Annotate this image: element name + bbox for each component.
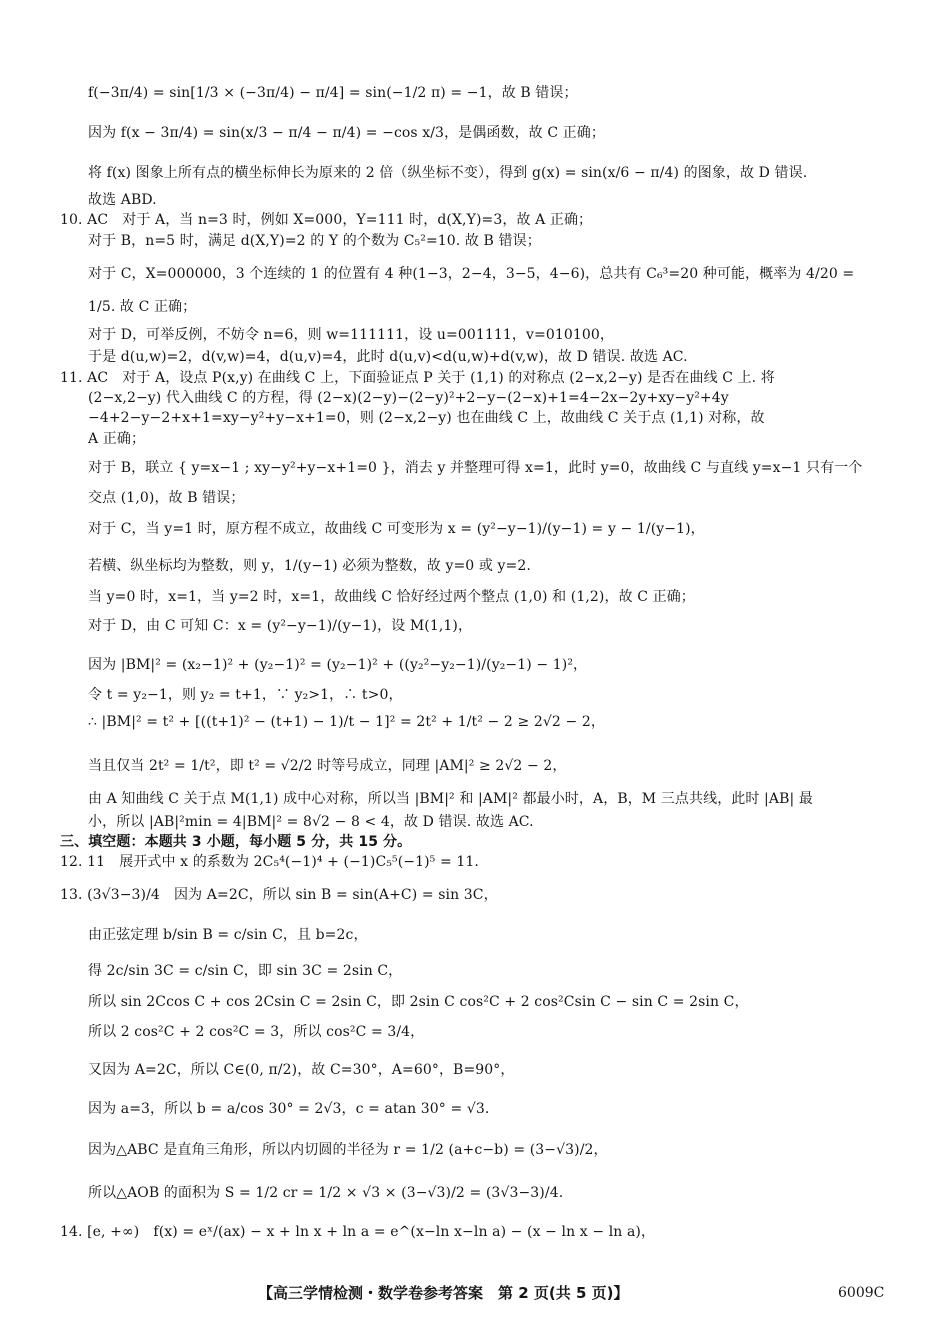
answer-13: 13. (3√3−3)/4 因为 A=2C，所以 sin B = sin(A+C) = sin 3C，	[60, 887, 498, 903]
text-line: 将 f(x) 图象上所有点的横坐标伸长为原来的 2 倍（纵坐标不变），得到 g(x) = sin(x/6 − π/4) 的图象，故 D 错误.	[88, 165, 808, 181]
text-line: 由正弦定理 b/sin B = c/sin C，且 b=2c，	[88, 927, 368, 943]
page-footer: 【高三学情检测・数学卷参考答案 第 2 页(共 5 页)】	[258, 1284, 629, 1302]
section-heading: 三、填空题：本题共 3 小题，每小题 5 分，共 15 分。	[60, 834, 412, 850]
text-line: 因为 a=3，所以 b = a/cos 30° = 2√3，c = atan 30° = √3.	[88, 1101, 490, 1117]
text-line: 由 A 知曲线 C 关于点 M(1,1) 成中心对称，所以当 |BM|² 和 |AM|² 都最小时，A，B，M 三点共线，此时 |AB| 最	[88, 791, 813, 807]
text-line: A 正确；	[88, 431, 146, 447]
text-line: 因为 |BM|² = (x₂−1)² + (y₂−1)² = (y₂−1)² + ((y₂²−y₂−1)/(y₂−1) − 1)²，	[88, 657, 588, 673]
text-line: 故选 ABD.	[88, 192, 157, 208]
text-line: 对于 C，X=000000，3 个连续的 1 的位置有 4 种(1−3，2−4，3−5，4−6)，总共有 C₆³=20 种可能，概率为 4/20 =	[88, 266, 855, 282]
text-line: 若横、纵坐标均为整数，则 y，1/(y−1) 必须为整数，故 y=0 或 y=2.	[88, 558, 531, 574]
text-line: f(−3π/4) = sin[1/3 × (−3π/4) − π/4] = sin(−1/2 π) = −1，故 B 错误；	[88, 85, 578, 101]
text-line: 得 2c/sin 3C = c/sin C，即 sin 3C = 2sin C，	[88, 963, 403, 979]
text-line: 小，所以 |AB|²min = 4|BM|² = 8√2 − 8 < 4，故 D 错误. 故选 AC.	[88, 814, 534, 830]
text-line: (2−x,2−y) 代入曲线 C 的方程，得 (2−x)(2−y)−(2−y)²+2−y−(2−x)+1=4−2x−2y+xy−y²+4y	[88, 390, 729, 406]
answer-12: 12. 11 展开式中 x 的系数为 2C₅⁴(−1)⁴ + (−1)C₅⁵(−1)⁵ = 11.	[60, 854, 479, 870]
text-line: 交点 (1,0)，故 B 错误；	[88, 490, 245, 506]
text-line: 所以 sin 2Ccos C + cos 2Csin C = 2sin C，即 2sin C cos²C + 2 cos²Csin C − sin C = 2sin C，	[88, 994, 749, 1010]
text-line: 于是 d(u,w)=2，d(v,w)=4，d(u,v)=4，此时 d(u,v)<d(u,w)+d(v,w)，故 D 错误. 故选 AC.	[88, 349, 688, 365]
text-line: 对于 B，n=5 时，满足 d(X,Y)=2 的 Y 的个数为 C₅²=10. 故 B 错误；	[88, 233, 541, 249]
answer-14: 14. [e, +∞) f(x) = eˣ/(ax) − x + ln x + ln a = e^(x−ln x−ln a) − (x − ln x − ln a)，	[60, 1224, 656, 1240]
document-code: 6009C	[838, 1285, 885, 1301]
text-line: 当 y=0 时，x=1，当 y=2 时，x=1，故曲线 C 恰好经过两个整点 (1,0) 和 (1,2)，故 C 正确；	[88, 589, 695, 605]
text-line: 因为△ABC 是直角三角形，所以内切圆的半径为 r = 1/2 (a+c−b) = (3−√3)/2，	[88, 1142, 608, 1158]
text-line: 1/5. 故 C 正确；	[88, 299, 197, 315]
text-line: 所以 2 cos²C + 2 cos²C = 3，所以 cos²C = 3/4，	[88, 1024, 425, 1040]
text-line: ∴ |BM|² = t² + [((t+1)² − (t+1) − 1)/t − 1]² = 2t² + 1/t² − 2 ≥ 2√2 − 2，	[88, 714, 605, 730]
text-line: 因为 f(x − 3π/4) = sin(x/3 − π/4 − π/4) = −cos x/3，是偶函数，故 C 正确；	[88, 125, 605, 141]
text-line: 对于 D，由 C 可知 C：x = (y²−y−1)/(y−1)，设 M(1,1)，	[88, 618, 473, 634]
text-line: 对于 C，当 y=1 时，原方程不成立，故曲线 C 可变形为 x = (y²−y−1)/(y−1) = y − 1/(y−1)，	[88, 521, 705, 537]
answer-10: 10. AC 对于 A，当 n=3 时，例如 X=000，Y=111 时，d(X,Y)=3，故 A 正确；	[60, 212, 593, 228]
text-line: 令 t = y₂−1，则 y₂ = t+1，∵ y₂>1，∴ t>0，	[88, 687, 403, 703]
answer-11: 11. AC 对于 A，设点 P(x,y) 在曲线 C 上，下面验证点 P 关于 (1,1) 的对称点 (2−x,2−y) 是否在曲线 C 上. 将	[60, 370, 775, 386]
text-line: 对于 B，联立 { y=x−1 ; xy−y²+y−x+1=0 }，消去 y 并整理可得 x=1，此时 y=0，故曲线 C 与直线 y=x−1 只有一个	[88, 460, 863, 476]
text-line: −4+2−y−2+x+1=xy−y²+y−x+1=0，则 (2−x,2−y) 也在曲线 C 上，故曲线 C 关于点 (1,1) 对称，故	[88, 410, 765, 426]
text-line: 当且仅当 2t² = 1/t²，即 t² = √2/2 时等号成立，同理 |AM|² ≥ 2√2 − 2，	[88, 758, 567, 774]
text-line: 所以△AOB 的面积为 S = 1/2 cr = 1/2 × √3 × (3−√3)/2 = (3√3−3)/4.	[88, 1185, 564, 1201]
text-line: 对于 D，可举反例，不妨令 n=6，则 w=111111，设 u=001111，v=010100，	[88, 327, 615, 343]
text-line: 又因为 A=2C，所以 C∈(0, π/2)，故 C=30°，A=60°，B=90°，	[88, 1062, 515, 1078]
